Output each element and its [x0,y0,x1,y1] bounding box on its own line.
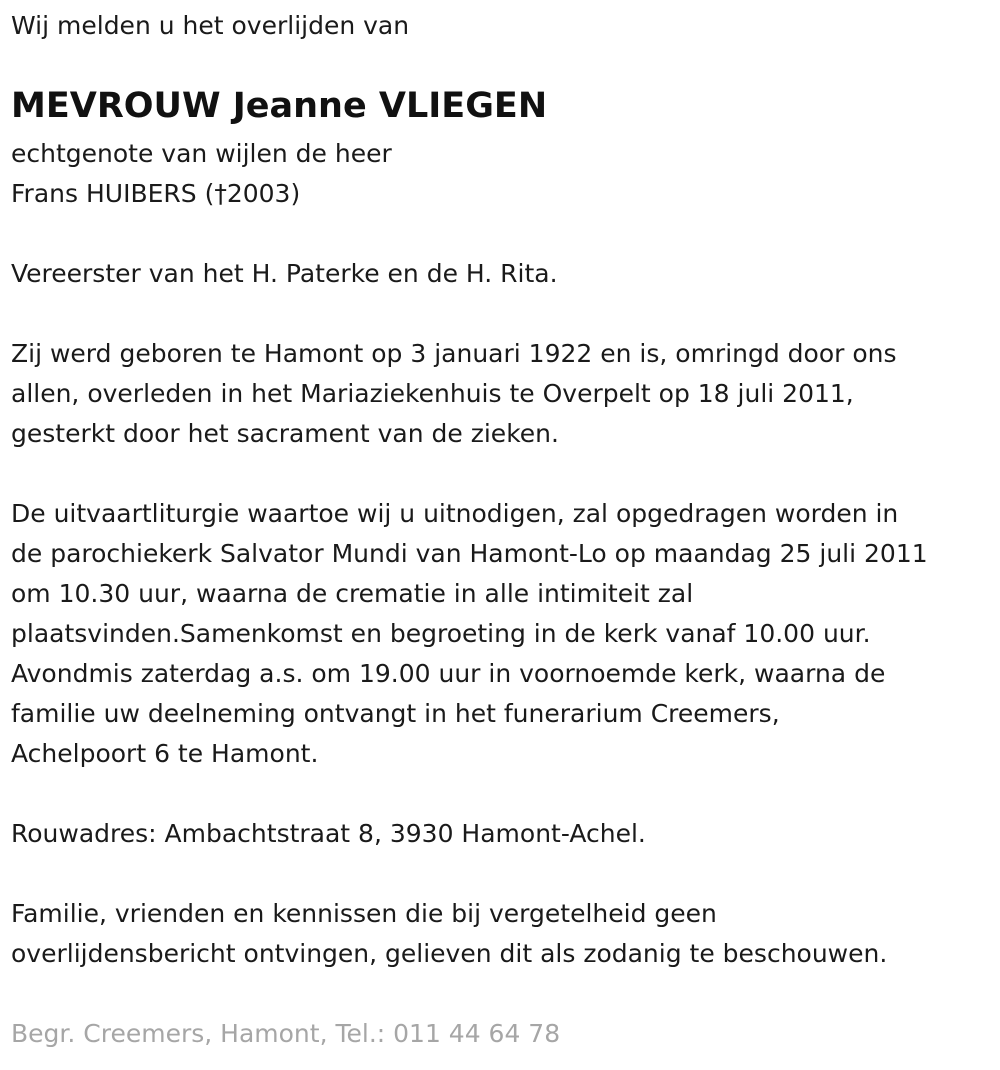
rouwadres-line: Rouwadres: Ambachtstraat 8, 3930 Hamont-Achel. [11,819,646,848]
paragraph-line: Zij werd geboren te Hamont op 3 januari 1922 en is, omringd door ons [11,339,897,368]
rouwadres-paragraph [11,814,646,854]
familie-paragraph [11,894,887,974]
paragraph-line: de parochiekerk Salvator Mundi van Hamont-Lo op maandag 25 juli 2011 [11,539,928,568]
paragraph-line: Achelpoort 6 te Hamont. [11,739,319,768]
paragraph-line: allen, overleden in het Mariaziekenhuis te Overpelt op 18 juli 2011, [11,379,854,408]
paragraph-line: Avondmis zaterdag a.s. om 19.00 uur in voornoemde kerk, waarna de [11,659,886,688]
paragraph-line: De uitvaartliturgie waartoe wij u uitnodigen, zal opgedragen worden in [11,499,899,528]
spouse-line: echtgenote van wijlen de heer [11,139,392,168]
spouse-block [11,134,392,214]
paragraph-line: familie uw deelneming ontvangt in het funerarium Creemers, [11,699,780,728]
vereerster-paragraph [11,254,558,294]
birth-death-paragraph [11,334,897,454]
paragraph-line: plaatsvinden.Samenkomst en begroeting in de kerk vanaf 10.00 uur. [11,619,871,648]
footer-line: Begr. Creemers, Hamont, Tel.: 011 44 64 78 [11,1019,561,1048]
funeral-paragraph [11,494,928,774]
vereerster-line: Vereerster van het H. Paterke en de H. Rita. [11,259,558,288]
intro-text: Wij melden u het overlijden van [11,11,410,40]
paragraph-line: om 10.30 uur, waarna de crematie in alle intimiteit zal [11,579,694,608]
spouse-name-line: Frans HUIBERS (†2003) [11,179,301,208]
funeral-home-footer [11,1014,560,1054]
paragraph-line: gesterkt door het sacrament van de zieken. [11,419,559,448]
paragraph-line: overlijdensbericht ontvingen, gelieven dit als zodanig te beschouwen. [11,939,888,968]
deceased-name: MEVROUW Jeanne VLIEGEN [11,86,548,126]
paragraph-line: Familie, vrienden en kennissen die bij vergetelheid geen [11,899,717,928]
